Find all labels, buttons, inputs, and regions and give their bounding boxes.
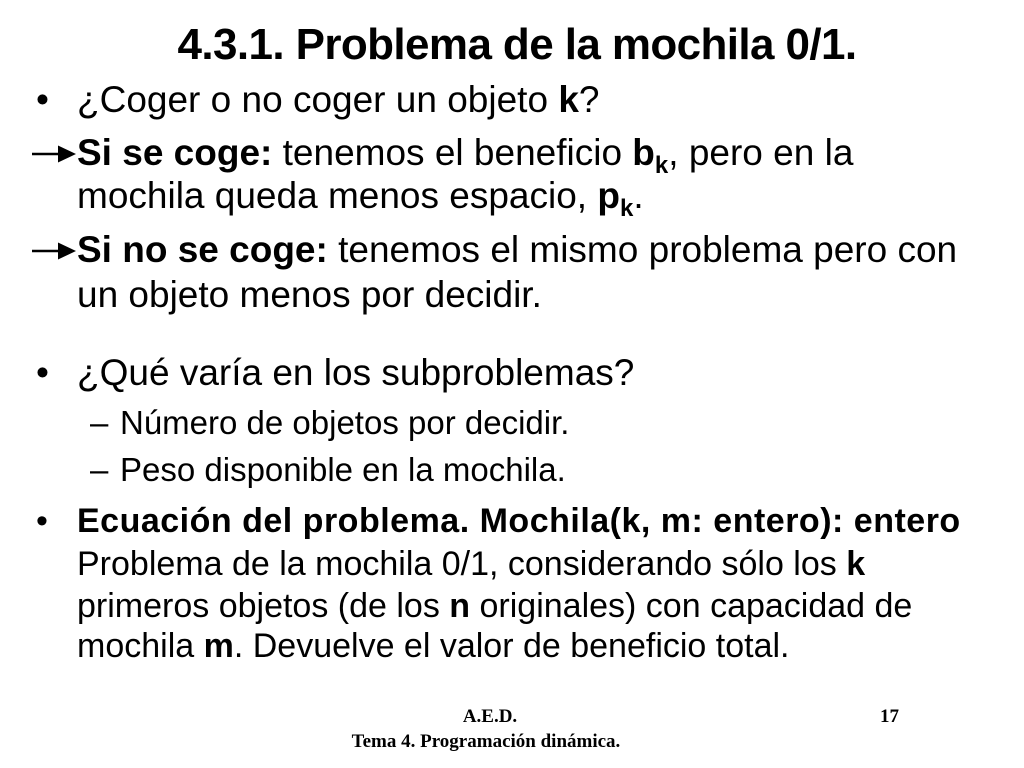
text-run: . Devuelve el valor de beneficio total. [233, 627, 790, 665]
equation-heading: Ecuación del problema. Mochila(k, m: entero): entero [77, 502, 961, 540]
arrow-item-1-text-cont [77, 175, 644, 222]
text-run: primeros objetos (de los [77, 587, 450, 625]
text-run: mochila queda menos espacio, [77, 175, 598, 216]
arrow-item-2-text-cont: un objeto menos por decidir. [77, 274, 542, 315]
arrow-item-2-line-2 [0, 276, 1024, 313]
text-run: tenemos el beneficio [272, 132, 633, 173]
arrow-right-icon [31, 142, 77, 166]
case-label: Si no se coge: [77, 229, 328, 270]
arrow-item-1-line-2 [0, 175, 1024, 222]
sub-item-text: Número de objetos por decidir. [120, 404, 570, 441]
arrow-head [58, 243, 76, 260]
sub-item-2 [0, 453, 1024, 486]
bullet-2-text: ¿Qué varía en los subproblemas? [77, 352, 635, 393]
subscript-k: k [619, 195, 634, 222]
bullet-3-line-1 [0, 504, 1024, 538]
bullet-3-line-2 [0, 547, 1024, 581]
case-label: Si se coge: [77, 132, 273, 173]
subscript-k: k [654, 152, 669, 179]
text-run: ¿Coger o no coger un objeto [77, 79, 559, 120]
bullet-2-line-1 [0, 354, 1024, 391]
text-run: . [633, 175, 644, 216]
sub-item-1 [0, 406, 1024, 439]
arrow-item-1-line-1 [0, 132, 1024, 179]
bullet-3-text [77, 589, 912, 623]
bullet-3-text [77, 629, 790, 663]
dash-marker: – [90, 404, 109, 441]
bullet-3-line-3 [0, 589, 1024, 623]
footer-course: A.E.D. [462, 706, 518, 727]
variable-n: n [449, 587, 471, 625]
bullet-3-text [77, 547, 865, 581]
slide-title: 4.3.1. Problema de la mochila 0/1. [177, 20, 857, 69]
variable-m: m [203, 627, 234, 665]
variable-p: p [597, 175, 620, 216]
arrow-item-2-text [77, 231, 957, 268]
bullet-1-text [77, 81, 599, 118]
bullet-marker: • [36, 79, 49, 120]
arrow-head [58, 146, 76, 163]
variable-b: b [632, 132, 655, 173]
text-run: Problema de la mochila 0/1, considerando sólo los [77, 545, 847, 583]
text-run: originales) con capacidad de [470, 587, 913, 625]
bullet-3-line-4 [0, 629, 1024, 663]
bullet-1-line-1 [0, 81, 1024, 118]
text-run: mochila [77, 627, 204, 665]
variable-k: k [558, 79, 579, 120]
footer-topic: Tema 4. Programación dinámica. [351, 731, 621, 752]
footer-page-number: 17 [880, 706, 899, 727]
dash-marker: – [90, 451, 109, 488]
bullet-marker: • [36, 502, 48, 540]
text-run: , pero en la [668, 132, 854, 173]
arrow-right-icon [31, 239, 77, 263]
text-run: tenemos el mismo problema pero con [327, 229, 958, 270]
sub-item-text: Peso disponible en la mochila. [120, 451, 566, 488]
variable-k: k [846, 545, 866, 583]
text-run: ? [578, 79, 600, 120]
arrow-item-2-line-1 [0, 231, 1024, 268]
arrow-item-1-text [77, 132, 854, 179]
bullet-marker: • [36, 352, 49, 393]
